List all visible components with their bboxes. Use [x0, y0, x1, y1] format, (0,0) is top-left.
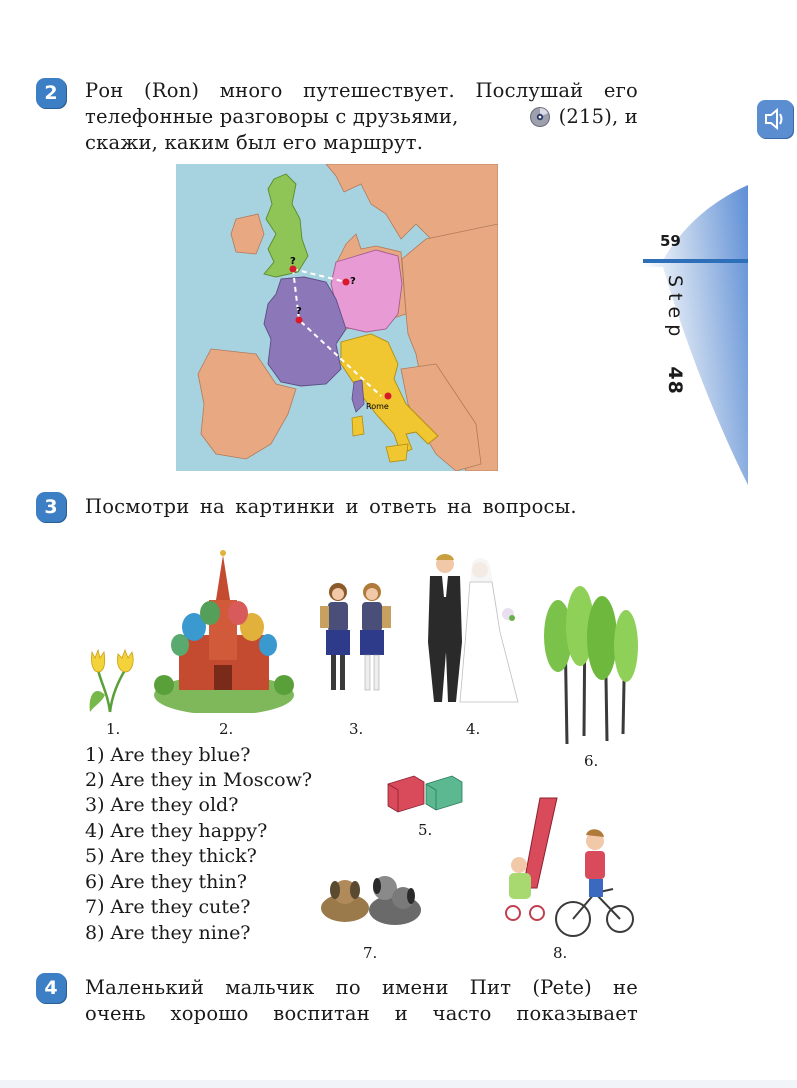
picture-books [384, 770, 466, 814]
picture-tulips [80, 640, 142, 715]
route-point-rome [385, 393, 392, 400]
ex4-line-2: очень хорошо воспитан и часто показывает [85, 1002, 638, 1025]
ex2-line-2a: телефонные разговоры с друзьями, [85, 105, 459, 128]
route-point-germany [343, 279, 350, 286]
ex3-instruction: Посмотри на картинки и ответь на вопросы. [85, 495, 577, 518]
caption-5: 5. [418, 821, 433, 839]
caption-6: 6. [584, 752, 599, 770]
question-4: 4) Are they happy? [85, 820, 268, 842]
exercise-4-badge: 4 [36, 973, 66, 1003]
picture-cathedral [154, 545, 294, 713]
caption-4: 4. [466, 720, 481, 738]
map-question-2: ? [350, 276, 356, 287]
caption-3: 3. [349, 720, 364, 738]
picture-birch-trees [540, 586, 640, 746]
route-point-paris [296, 317, 303, 324]
map-question-3: ? [296, 306, 302, 317]
map-label-rome: Rome [366, 402, 389, 411]
exercise-3-badge: 3 [36, 492, 66, 522]
question-7: 7) Are they cute? [85, 896, 251, 918]
ex2-line-3: скажи, каким был его маршрут. [85, 131, 424, 154]
question-8: 8) Are they nine? [85, 922, 251, 944]
ex4-line-1: Маленький мальчик по имени Пит (Pete) не [85, 976, 638, 999]
step-number: 48 [664, 366, 686, 395]
question-5: 5) Are they thick? [85, 845, 257, 867]
question-2: 2) Are they in Moscow? [85, 769, 313, 791]
picture-puppies [315, 868, 427, 934]
picture-schoolgirls [318, 580, 393, 710]
page-bottom-strip [0, 1080, 797, 1088]
caption-2: 2. [219, 720, 234, 738]
exercise-2-badge: 2 [36, 78, 66, 108]
europe-route-map [176, 164, 498, 471]
ex2-line-2 [85, 104, 638, 130]
speaker-icon [757, 100, 793, 138]
step-side-tab [643, 185, 748, 485]
step-label [664, 275, 686, 395]
ex2-line-1: Рон (Ron) много путешествует. Послушай его [85, 79, 638, 102]
ex2-line-2b: (215), и [558, 105, 638, 128]
caption-8: 8. [553, 944, 568, 962]
picture-wedding-couple [420, 552, 525, 710]
cd-icon[interactable] [529, 106, 551, 128]
caption-1: 1. [106, 720, 121, 738]
step-word: Step [664, 275, 686, 343]
question-1: 1) Are they blue? [85, 744, 251, 766]
picture-stroller-bicycle [485, 793, 635, 941]
caption-7: 7. [363, 944, 378, 962]
page-number: 59 [660, 232, 681, 250]
question-6: 6) Are they thin? [85, 871, 247, 893]
question-3: 3) Are they old? [85, 794, 239, 816]
audio-speaker-button[interactable] [757, 100, 793, 138]
map-question-1: ? [290, 256, 296, 267]
